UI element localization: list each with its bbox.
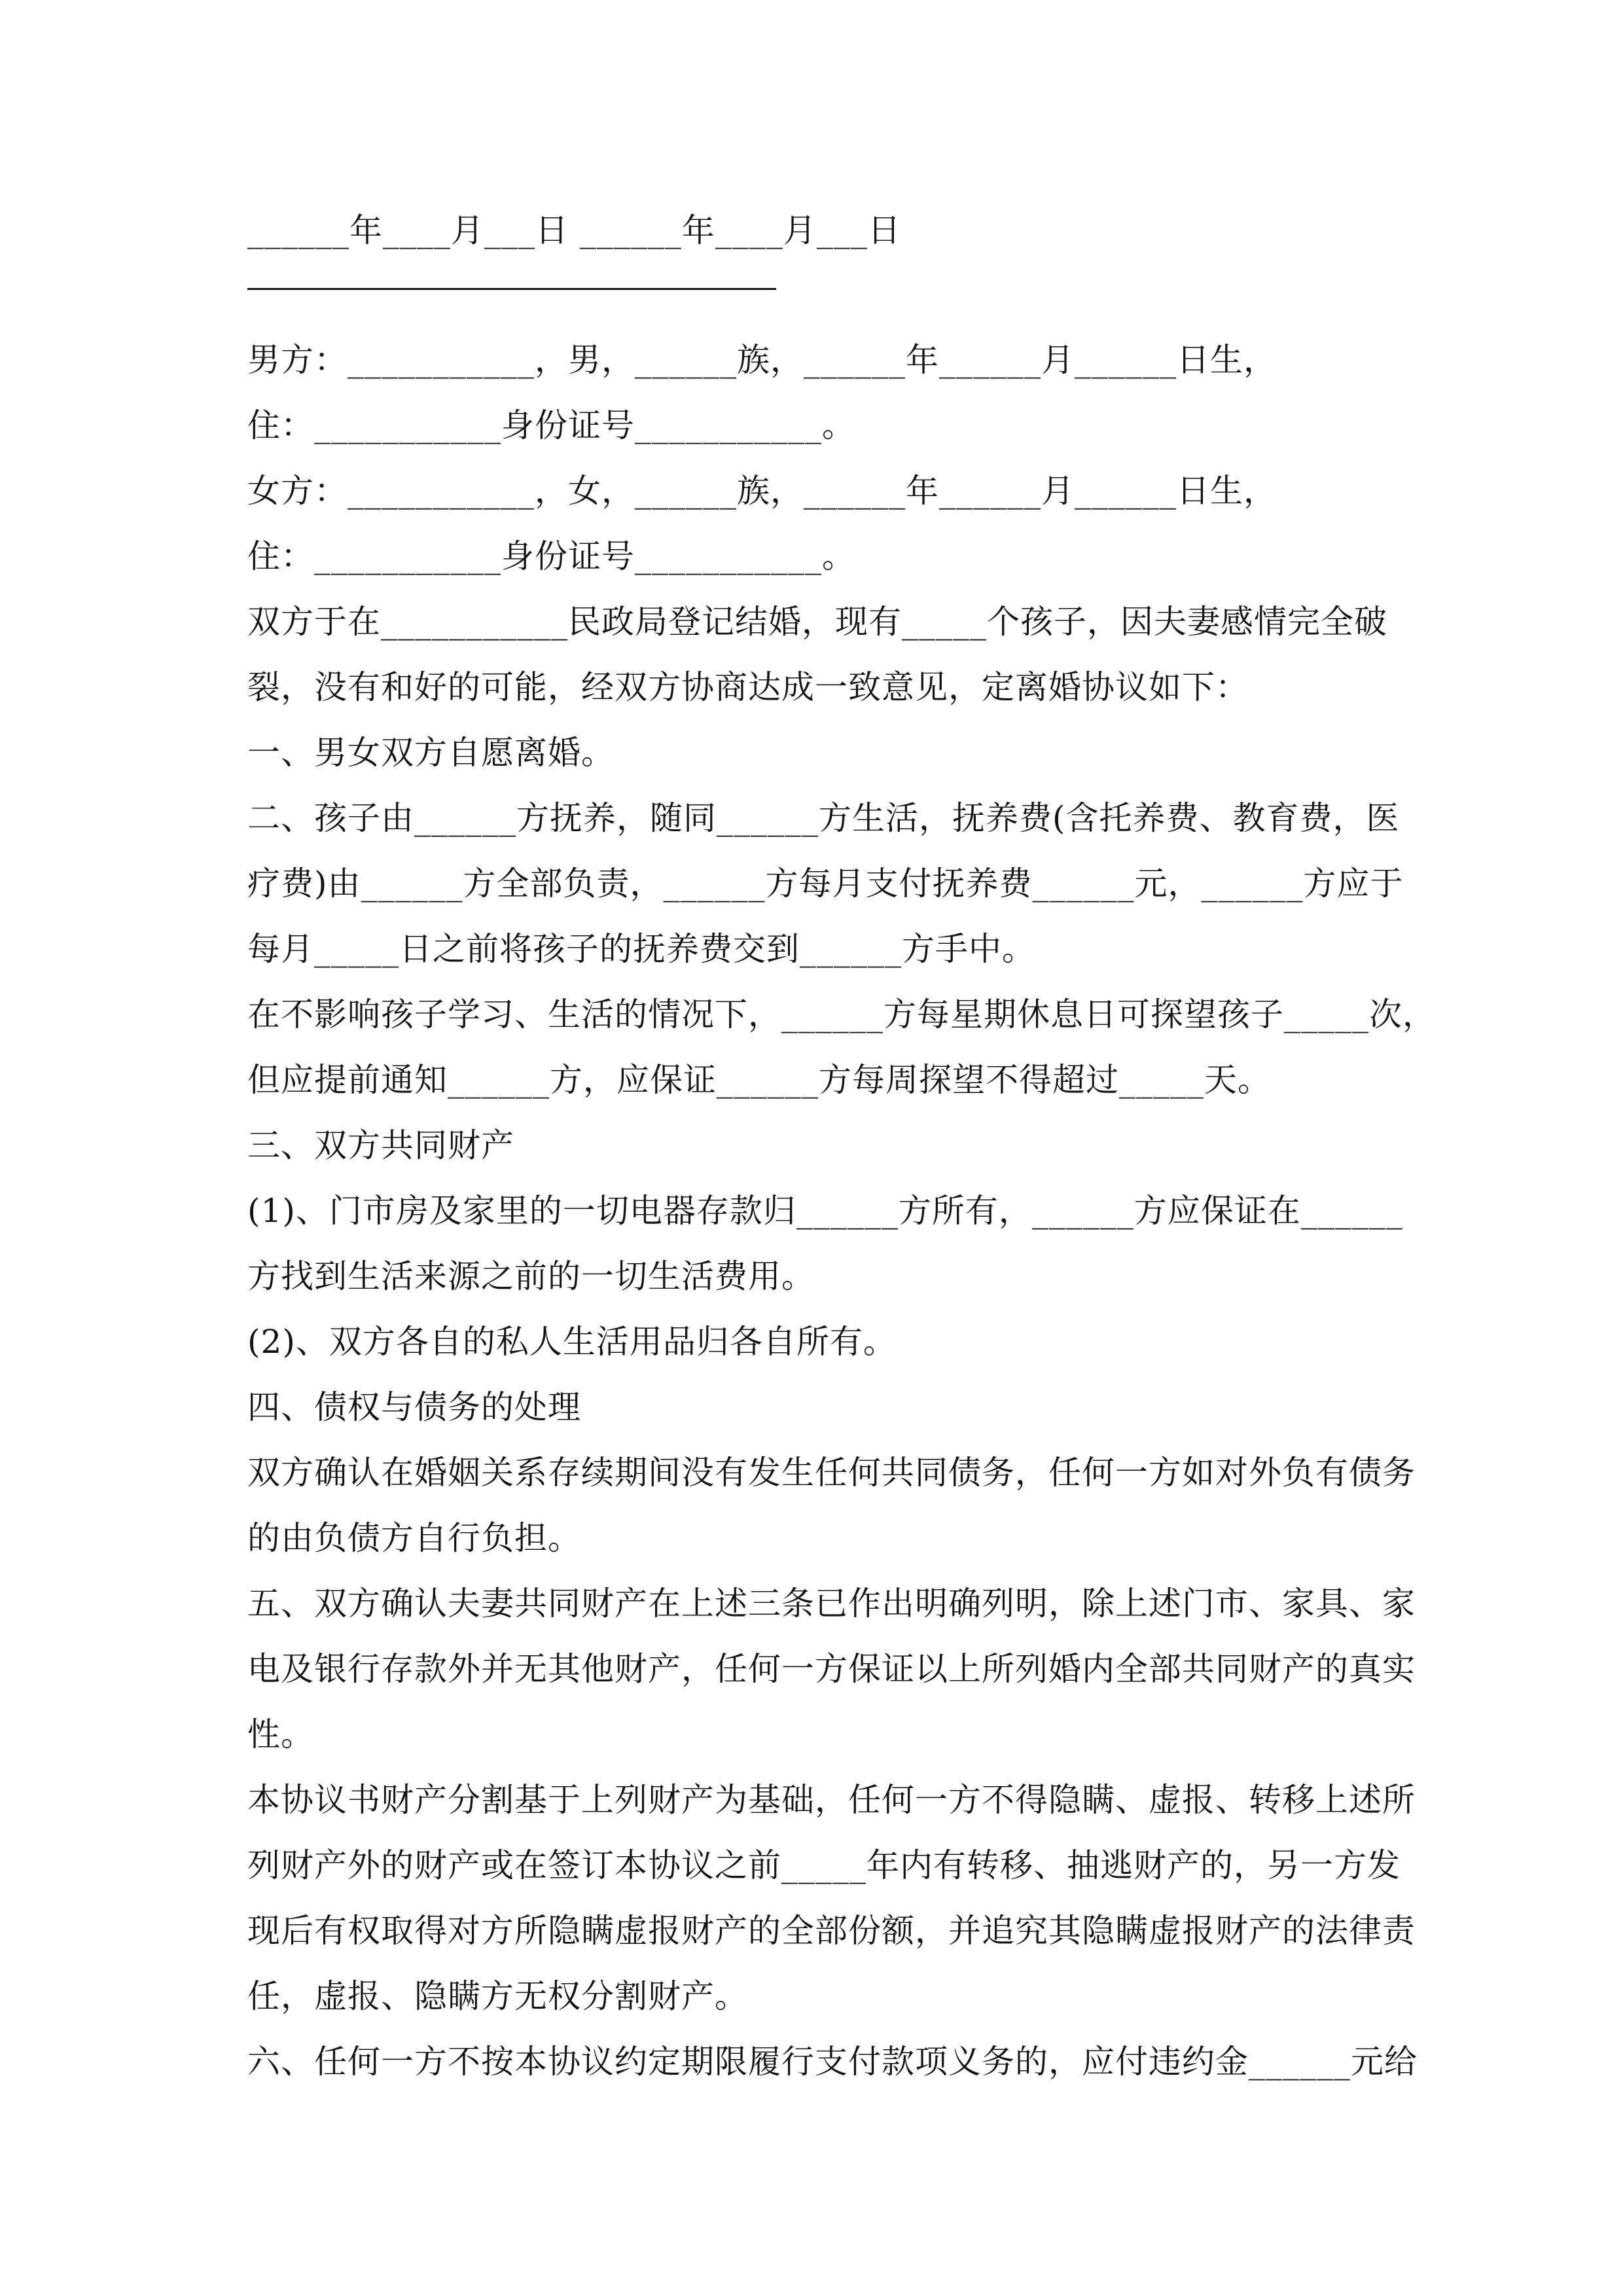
paragraph-line: (1)、门市房及家里的一切电器存款归______方所有，______方应保证在______ [247,1192,1403,1230]
paragraph-line: 性。 [247,1715,314,1753]
paragraph-line: 男方：___________，男，______族，______年______月______日生， [247,341,1277,379]
paragraph-line: 方找到生活来源之前的一切生活费用。 [247,1257,815,1295]
paragraph-line: 女方：___________，女，______族，______年______月______日生， [247,472,1277,510]
horizontal-rule [247,288,776,290]
paragraph-line: 五、双方确认夫妻共同财产在上述三条已作出明确列明，除上述门市、家具、家 [247,1585,1416,1623]
paragraph-line: 六、任何一方不按本协议约定期限履行支付款项义务的，应付违约金______元给 [247,2043,1418,2081]
paragraph-line: 本协议书财产分割基于上列财产为基础，任何一方不得隐瞒、虚报、转移上述所 [247,1781,1416,1819]
paragraph-line: 双方于在___________民政局登记结婚，现有_____个孩子，因夫妻感情完全破 [247,603,1387,641]
section-heading: 一、男女双方自愿离婚。 [247,734,615,772]
paragraph-line: 双方确认在婚姻关系存续期间没有发生任何共同债务，任何一方如对外负有债务 [247,1454,1416,1492]
section-heading: 四、债权与债务的处理 [247,1388,581,1426]
paragraph-line: 电及银行存款外并无其他财产，任何一方保证以上所列婚内全部共同财产的真实 [247,1650,1416,1688]
section-heading: 三、双方共同财产 [247,1126,514,1164]
paragraph-line: 住：___________身份证号___________。 [247,406,855,444]
paragraph-line: 的由负债方自行负担。 [247,1519,581,1557]
paragraph-line: 每月_____日之前将孩子的抚养费交到______方手中。 [247,930,1035,968]
paragraph-line: (2)、双方各自的私人生活用品归各自所有。 [247,1323,897,1361]
paragraph-line: 二、孩子由______方抚养，随同______方生活，抚养费(含托养费、教育费，医 [247,799,1400,837]
paragraph-line: 任，虚报、隐瞒方无权分割财产。 [247,1977,748,2015]
paragraph-line: 但应提前通知______方，应保证______方每周探望不得超过_____天。 [247,1061,1271,1099]
paragraph-line: 疗费)由______方全部负责，______方每月支付抚养费______元，______方应于 [247,865,1404,903]
paragraph-line: 在不影响孩子学习、生活的情况下，______方每星期休息日可探望孩子_____次， [247,996,1436,1033]
paragraph-line: 列财产外的财产或在签订本协议之前_____年内有转移、抽逃财产的，另一方发 [247,1846,1400,1884]
paragraph-line: 现后有权取得对方所隐瞒虚报财产的全部份额，并追究其隐瞒虚报财产的法律责 [247,1912,1416,1950]
paragraph-line: 裂，没有和好的可能，经双方协商达成一致意见，定离婚协议如下： [247,668,1249,706]
paragraph-line: 住：___________身份证号___________。 [247,537,855,575]
date-line: ______年____月___日 ______年____月___日 [247,211,901,249]
